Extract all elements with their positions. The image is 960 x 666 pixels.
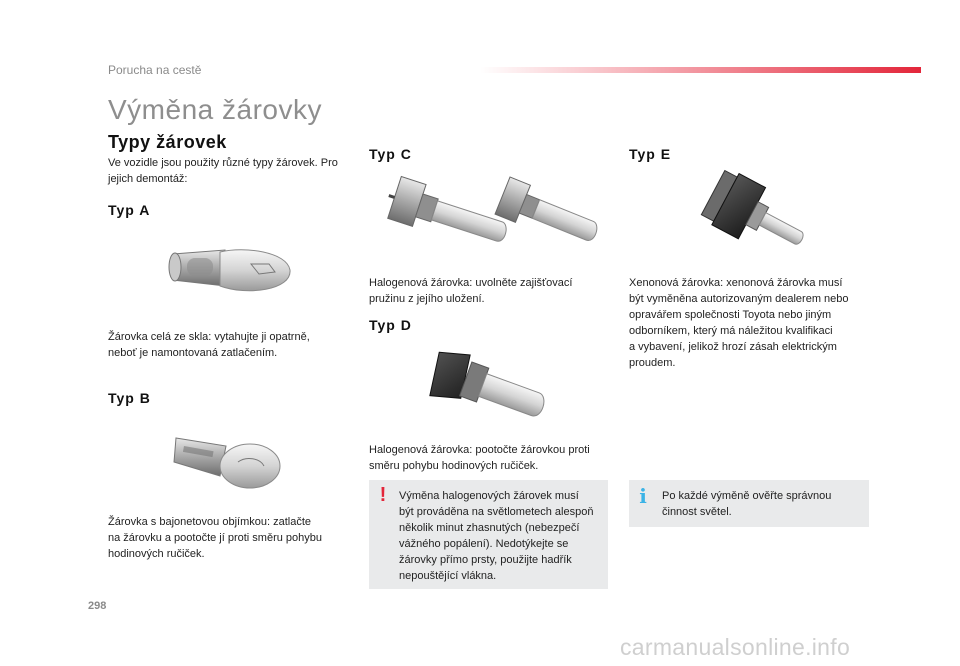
bulb-type-c-icon bbox=[382, 178, 602, 260]
type-b-text: Žárovka s bajonetovou objímkou: zatlačte na žárovku a pootočte jí proti směru pohybu hodinových ručiček. bbox=[108, 516, 323, 560]
bulb-type-d-icon bbox=[424, 356, 556, 430]
type-c-text: Halogenová žárovka: uvolněte zajišťovací pružinu z jejího uložení. bbox=[369, 277, 573, 305]
header-accent-bar bbox=[480, 67, 921, 73]
info-text: Po každé výměně ověřte správnou činnost světel. bbox=[662, 490, 832, 518]
type-d-text: Halogenová žárovka: pootočte žárovkou proti směru pohybu hodinových ručiček. bbox=[369, 444, 590, 472]
type-a-text: Žárovka celá ze skla: vytahujte ji opatrně, neboť je namontovaná zatlačením. bbox=[108, 331, 310, 359]
info-icon: i bbox=[639, 484, 647, 508]
type-b-heading: Typ B bbox=[108, 390, 151, 406]
watermark: carmanualsonline.info bbox=[620, 634, 851, 660]
type-e-heading: Typ E bbox=[629, 146, 672, 162]
type-d-heading: Typ D bbox=[369, 317, 412, 333]
warning-icon: ! bbox=[379, 484, 387, 506]
page-title: Výměna žárovky bbox=[108, 94, 322, 125]
section-label: Porucha na cestě bbox=[108, 63, 202, 77]
type-e-text: Xenonová žárovka: xenonová žárovka musí být vyměněna autorizovaným dealerem nebo opravářem společnosti Toyota nebo jiným odborníkem, který má náležitou kvalifikaci a vybavení, jelikož hrozí zásah elektrickým proudem. bbox=[629, 277, 849, 369]
warning-text: Výměna halogenových žárovek musí být prováděna na světlometech alespoň několik minut zhasnutých (nebezpečí vážného popálení). Nedotýkejte se žárovky přímo prsty, použijte hadřík nepouštějící vlákna. bbox=[399, 490, 594, 582]
bulb-type-a-icon bbox=[165, 238, 295, 308]
bulb-type-e-icon bbox=[705, 178, 815, 254]
type-c-heading: Typ C bbox=[369, 146, 412, 162]
intro-text: Ve vozidle jsou použity různé typy žárovek. Pro jejich demontáž: bbox=[108, 157, 338, 185]
type-a-heading: Typ A bbox=[108, 202, 151, 218]
bulb-type-b-icon bbox=[172, 432, 282, 490]
intro-heading: Typy žárovek bbox=[108, 132, 227, 152]
page-number: 298 bbox=[88, 600, 107, 612]
